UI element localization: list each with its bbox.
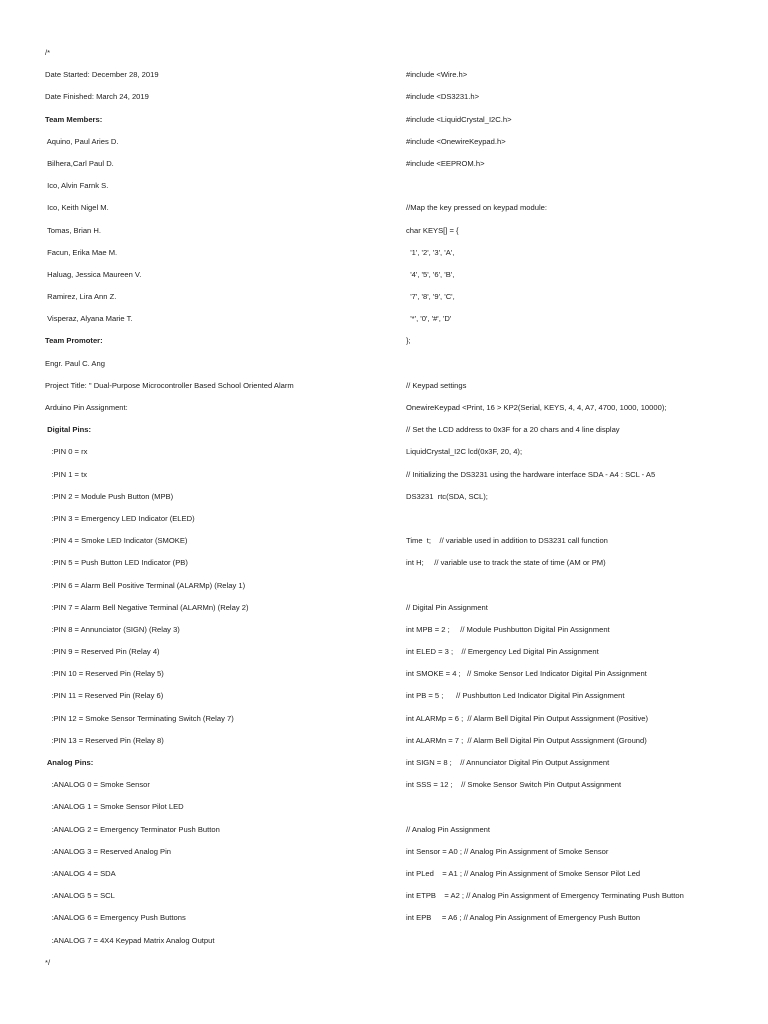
text-line: :ANALOG 2 = Emergency Terminator Push Button xyxy=(45,824,220,834)
left-column xyxy=(45,42,390,974)
text-line: :ANALOG 4 = SDA xyxy=(45,868,116,878)
text-line: DS3231 rtc(SDA, SCL); xyxy=(406,491,488,501)
text-line: :PIN 9 = Reserved Pin (Relay 4) xyxy=(45,647,160,657)
text-line: :PIN 1 = tx xyxy=(45,469,87,479)
text-line: :PIN 2 = Module Push Button (MPB) xyxy=(45,491,174,501)
text-line: }; xyxy=(406,336,411,346)
text-line: :PIN 12 = Smoke Sensor Terminating Switch (Relay 7) xyxy=(45,713,234,723)
text-line: char KEYS[] = { xyxy=(406,225,459,235)
text-line: int PB = 5 ; // Pushbutton Led Indicator Digital Pin Assignment xyxy=(406,691,625,701)
text-line: /* xyxy=(45,48,51,57)
section-heading: Team Promoter: xyxy=(45,336,103,346)
text-line: :ANALOG 7 = 4X4 Keypad Matrix Analog Output xyxy=(45,935,215,945)
text-line: int SMOKE = 4 ; // Smoke Sensor Led Indicator Digital Pin Assignment xyxy=(406,669,647,679)
text-line: :PIN 8 = Annunciator (SIGN) (Relay 3) xyxy=(45,624,180,634)
text-line: :ANALOG 6 = Emergency Push Buttons xyxy=(45,913,186,923)
text-line: int ALARMn = 7 ; // Alarm Bell Digital Pin Output Asssignment (Ground) xyxy=(406,735,647,745)
text-line xyxy=(406,575,756,597)
text-line: Aquino, Paul Aries D. xyxy=(45,136,119,146)
text-line: int ETPB = A2 ; // Analog Pin Assignment of Emergency Terminating Push Button xyxy=(406,891,684,901)
right-column xyxy=(406,42,756,930)
text-line: :PIN 3 = Emergency LED Indicator (ELED) xyxy=(45,513,195,523)
text-line: '1', '2', '3', 'A', xyxy=(406,247,455,257)
text-line: :ANALOG 3 = Reserved Analog Pin xyxy=(45,846,171,856)
text-line: :ANALOG 0 = Smoke Sensor xyxy=(45,780,150,790)
text-line: :PIN 11 = Reserved Pin (Relay 6) xyxy=(45,691,164,701)
text-line xyxy=(406,42,756,64)
text-line: Ico, Keith Nigel M. xyxy=(45,203,109,213)
text-line: :PIN 10 = Reserved Pin (Relay 5) xyxy=(45,669,164,679)
text-line: Project Title: " Dual-Purpose Microcontroller Based School Oriented Alarm xyxy=(45,380,294,390)
text-line: int MPB = 2 ; // Module Pushbutton Digital Pin Assignment xyxy=(406,624,610,634)
text-line: Tomas, Brian H. xyxy=(45,225,101,235)
text-line: #include <LiquidCrystal_I2C.h> xyxy=(406,114,512,124)
text-line: */ xyxy=(45,957,51,967)
text-line: Haluag, Jessica Maureen V. xyxy=(45,269,142,279)
text-line: #include <Wire.h> xyxy=(406,70,468,80)
text-line xyxy=(406,508,756,530)
text-line: int ALARMp = 6 ; // Alarm Bell Digital Pin Output Asssignment (Positive) xyxy=(406,713,649,723)
text-line: Date Finished: March 24, 2019 xyxy=(45,92,149,102)
text-line: :PIN 7 = Alarm Bell Negative Terminal (ALARMn) (Relay 2) xyxy=(45,602,249,612)
text-line xyxy=(406,796,756,818)
text-line: Engr. Paul C. Ang xyxy=(45,358,105,368)
text-line: int Sensor = A0 ; // Analog Pin Assignment of Smoke Sensor xyxy=(406,846,609,856)
text-line: int EPB = A6 ; // Analog Pin Assignment of Emergency Push Button xyxy=(406,913,641,923)
text-line: // Digital Pin Assignment xyxy=(406,602,488,612)
text-line: :ANALOG 5 = SCL xyxy=(45,891,115,901)
text-line: Bilhera,Carl Paul D. xyxy=(45,158,114,168)
text-line: #include <EEPROM.h> xyxy=(406,158,485,168)
text-line: // Set the LCD address to 0x3F for a 20 chars and 4 line display xyxy=(406,425,620,435)
section-heading: Digital Pins: xyxy=(45,425,91,435)
text-line: Time t; // variable used in addition to DS3231 call function xyxy=(406,536,608,546)
text-line: #include <OnewireKeypad.h> xyxy=(406,136,506,146)
text-line: int H; // variable use to track the state of time (AM or PM) xyxy=(406,558,606,568)
text-line: Arduino Pin Assignment: xyxy=(45,403,128,412)
text-line: :PIN 5 = Push Button LED Indicator (PB) xyxy=(45,558,188,568)
text-line: Date Started: December 28, 2019 xyxy=(45,70,159,80)
text-line: LiquidCrystal_I2C lcd(0x3F, 20, 4); xyxy=(406,447,523,457)
text-line: '7', '8', '9', 'C', xyxy=(406,292,455,302)
text-line: // Analog Pin Assignment xyxy=(406,824,491,834)
text-line: int ELED = 3 ; // Emergency Led Digital Pin Assignment xyxy=(406,647,599,657)
text-line: :PIN 13 = Reserved Pin (Relay 8) xyxy=(45,735,164,745)
text-line: '4', '5', '6', 'B', xyxy=(406,269,455,279)
text-line: :PIN 6 = Alarm Bell Positive Terminal (ALARMp) (Relay 1) xyxy=(45,580,246,590)
text-line: #include <DS3231.h> xyxy=(406,92,480,102)
text-line: '*', '0', '#', 'D' xyxy=(406,314,452,324)
text-line: int SIGN = 8 ; // Annunciator Digital Pin Output Assignment xyxy=(406,758,610,767)
text-line: int SSS = 12 ; // Smoke Sensor Switch Pin Output Assignment xyxy=(406,780,622,790)
text-line: int PLed = A1 ; // Analog Pin Assignment of Smoke Sensor Pilot Led xyxy=(406,868,641,878)
text-line: //Map the key pressed on keypad module: xyxy=(406,203,547,213)
text-line: // Keypad settings xyxy=(406,380,467,390)
text-line: OnewireKeypad <Print, 16 > KP2(Serial, KEYS, 4, 4, A7, 4700, 1000, 10000); xyxy=(406,403,667,412)
text-line: // Initializing the DS3231 using the hardware interface SDA - A4 : SCL - A5 xyxy=(406,469,656,479)
section-heading: Analog Pins: xyxy=(45,758,94,767)
text-line: :PIN 0 = rx xyxy=(45,447,88,457)
text-line: Ramirez, Lira Ann Z. xyxy=(45,292,117,302)
text-line: Visperaz, Alyana Marie T. xyxy=(45,314,133,324)
section-heading: Team Members: xyxy=(45,114,103,124)
text-line: Ico, Alvin Farnk S. xyxy=(45,181,109,191)
text-line: Facun, Erika Mae M. xyxy=(45,247,118,257)
text-line xyxy=(406,175,756,197)
text-line: :PIN 4 = Smoke LED Indicator (SMOKE) xyxy=(45,536,188,546)
text-line xyxy=(406,353,756,375)
text-line: :ANALOG 1 = Smoke Sensor Pilot LED xyxy=(45,802,184,812)
